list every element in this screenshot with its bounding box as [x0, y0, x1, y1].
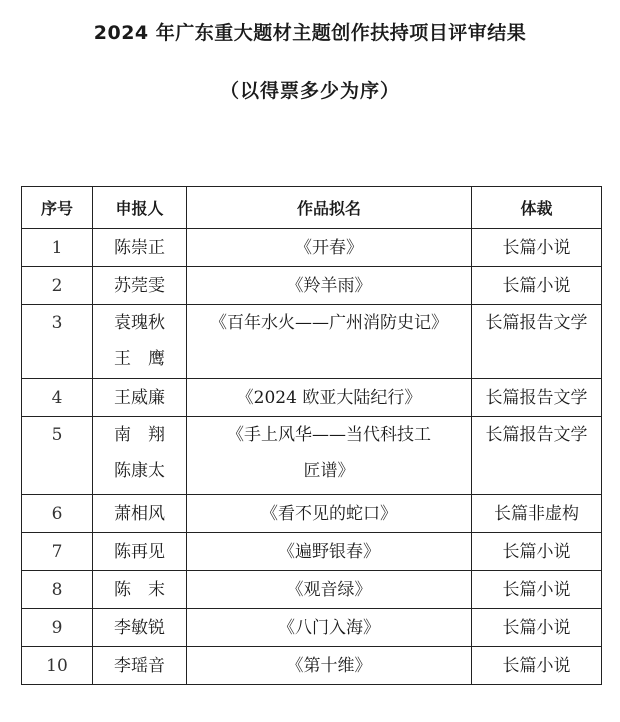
genre-cell: [472, 305, 602, 379]
applicant-name: 李敏锐: [114, 617, 165, 638]
work-title: 《第十维》: [286, 655, 372, 676]
applicant-name: 陈再见: [114, 541, 165, 562]
row-number-text: 9: [51, 617, 63, 638]
work-title: 《开春》: [295, 237, 363, 258]
genre-text: 长篇小说: [502, 541, 571, 562]
work-title-cell: [187, 647, 472, 685]
table-row: [22, 571, 602, 609]
header-number: 序号: [22, 187, 93, 229]
work-title-cell: [187, 533, 472, 571]
row-number-text: 4: [51, 387, 63, 408]
row-number: [22, 267, 93, 305]
applicant-cell: [93, 647, 187, 685]
genre-cell: [472, 495, 602, 533]
row-number-text: 6: [51, 503, 63, 524]
header-work-title: 作品拟名: [187, 187, 472, 229]
genre-text: 长篇报告文学: [485, 387, 588, 408]
row-number: [22, 229, 93, 267]
work-title-cell: [187, 609, 472, 647]
applicant-cell: [93, 305, 187, 379]
table-row: [22, 647, 602, 685]
applicant-name: 陈 末: [114, 579, 165, 600]
work-title: 《百年水火——广州消防史记》: [210, 313, 448, 333]
applicant-cell: [93, 571, 187, 609]
table-row: [22, 379, 602, 417]
table-row: [22, 495, 602, 533]
genre-cell: [472, 609, 602, 647]
genre-text: 长篇报告文学: [485, 425, 588, 445]
genre-text: 长篇小说: [502, 579, 571, 600]
table-header-row: [22, 187, 602, 229]
row-number: [22, 647, 93, 685]
row-number-text: 1: [51, 237, 63, 258]
header-genre: 体裁: [472, 187, 602, 229]
row-number-text: 2: [51, 275, 63, 296]
table-row: [22, 609, 602, 647]
work-title: 《手上风华——当代科技工: [227, 425, 431, 445]
document-title: 2024 年广东重大题材主题创作扶持项目评审结果: [93, 22, 527, 44]
applicant-name: 袁瑰秋: [114, 313, 165, 333]
row-number-text: 7: [51, 541, 63, 562]
row-number: [22, 379, 93, 417]
work-title: 《遍野银春》: [278, 541, 380, 562]
applicant-cell: [93, 379, 187, 417]
work-title: 匠谱》: [303, 461, 355, 481]
work-title-cell: [187, 571, 472, 609]
genre-text: 长篇小说: [502, 617, 571, 638]
applicant-name: 陈康太: [114, 461, 165, 481]
applicant-cell: [93, 267, 187, 305]
table-row: [22, 229, 602, 267]
work-title-cell: [187, 417, 472, 495]
genre-cell: [472, 229, 602, 267]
work-title-cell: [187, 495, 472, 533]
row-number: [22, 609, 93, 647]
genre-cell: [472, 647, 602, 685]
table-row: [22, 417, 602, 495]
genre-text: 长篇报告文学: [485, 313, 588, 333]
results-table: [21, 186, 602, 685]
document-subtitle: （以得票多少为序）: [219, 80, 400, 102]
applicant-name: 苏莞雯: [114, 275, 165, 296]
applicant-name: 陈崇正: [114, 237, 165, 258]
table-row: [22, 533, 602, 571]
work-title: 《观音绿》: [286, 579, 372, 600]
applicant-name: 南 翔: [114, 425, 165, 445]
genre-cell: [472, 379, 602, 417]
applicant-name: 李瑶音: [114, 655, 165, 676]
row-number-text: 8: [51, 579, 63, 600]
genre-text: 长篇小说: [502, 237, 571, 258]
work-title: 《2024 欧亚大陆纪行》: [236, 387, 422, 408]
work-title-cell: [187, 305, 472, 379]
work-title-cell: [187, 379, 472, 417]
row-number-text: 10: [46, 655, 68, 676]
row-number: [22, 533, 93, 571]
applicant-cell: [93, 533, 187, 571]
applicant-name: 王 鹰: [114, 349, 165, 369]
work-title: 《看不见的蛇口》: [261, 503, 397, 524]
work-title-cell: [187, 267, 472, 305]
applicant-name: 王威廉: [114, 387, 165, 408]
applicant-name: 萧相风: [114, 503, 165, 524]
genre-cell: [472, 533, 602, 571]
genre-cell: [472, 267, 602, 305]
row-number-text: 5: [51, 425, 63, 445]
genre-text: 长篇小说: [502, 655, 571, 676]
row-number: [22, 305, 93, 379]
work-title-cell: [187, 229, 472, 267]
work-title: 《羚羊雨》: [286, 275, 372, 296]
row-number: [22, 571, 93, 609]
work-title: 《八门入海》: [278, 617, 380, 638]
row-number: [22, 417, 93, 495]
applicant-cell: [93, 229, 187, 267]
row-number-text: 3: [51, 313, 63, 333]
applicant-cell: [93, 609, 187, 647]
row-number: [22, 495, 93, 533]
applicant-cell: [93, 417, 187, 495]
genre-text: 长篇小说: [502, 275, 571, 296]
genre-cell: [472, 571, 602, 609]
table-row: [22, 305, 602, 379]
applicant-cell: [93, 495, 187, 533]
genre-cell: [472, 417, 602, 495]
header-applicant: 申报人: [93, 187, 187, 229]
genre-text: 长篇非虚构: [494, 503, 579, 524]
table-row: [22, 267, 602, 305]
